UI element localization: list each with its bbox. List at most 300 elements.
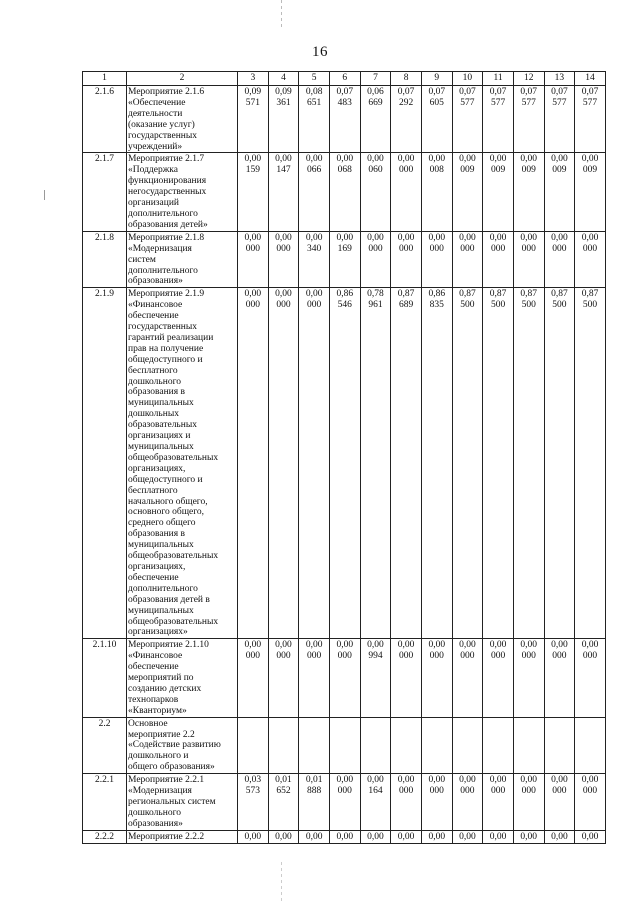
row-name-line: образования детей в	[128, 594, 210, 605]
scan-edge-mark-left	[44, 190, 45, 200]
value-part: 0,00	[489, 775, 507, 786]
value-cell	[238, 717, 269, 774]
row-name-line: прав на получение	[128, 343, 204, 354]
value-cell	[268, 830, 299, 843]
value-part: 0,78	[367, 289, 384, 300]
value-part: 669	[368, 97, 383, 108]
value-part: 000	[307, 300, 322, 311]
value-part: 0,00	[397, 232, 415, 243]
value-part: 0,07	[489, 87, 507, 97]
value-part: 0,00	[336, 232, 354, 243]
value-cell	[452, 231, 483, 288]
row-name-line: Мероприятие 2.1.6	[128, 87, 205, 97]
value-part: 0,00	[336, 154, 354, 165]
value-cell	[544, 639, 575, 717]
value-cell	[421, 153, 452, 231]
row-name-line: функционирования	[128, 176, 207, 187]
row-name-line: «Модернизация	[128, 243, 192, 254]
value-part: 0,00	[244, 831, 262, 842]
value-part: 000	[245, 300, 260, 311]
column-header: 14	[575, 72, 606, 86]
value-part: 0,00	[367, 640, 384, 651]
table-row	[83, 717, 606, 774]
table-row	[83, 86, 606, 153]
value-part: 0,00	[244, 640, 262, 651]
row-name-line: муниципальных	[128, 398, 194, 409]
value-part: 0,00	[581, 154, 599, 165]
value-cell	[391, 774, 422, 831]
row-name-line: обеспечение	[128, 572, 179, 583]
value-part: 0,00	[275, 154, 292, 165]
page-number: 16	[312, 44, 328, 60]
value-cell	[483, 774, 514, 831]
row-name-line: «Кванториум»	[128, 705, 187, 716]
value-part: 605	[429, 97, 444, 108]
value-part: 0,00	[520, 831, 538, 842]
row-name-line: (оказание услуг)	[128, 119, 195, 130]
value-cell	[544, 86, 575, 153]
scan-edge-mark-bottom	[281, 862, 282, 902]
value-part: 000	[276, 300, 291, 311]
table-row	[83, 639, 606, 717]
value-cell	[360, 231, 391, 288]
value-cell	[575, 639, 606, 717]
value-part: 577	[552, 97, 567, 108]
value-part: 361	[276, 97, 291, 108]
value-cell	[391, 830, 422, 843]
row-name-line: Мероприятие 2.1.10	[128, 640, 209, 651]
row-name-line: общеобразовательных	[128, 616, 219, 627]
row-name-line: муниципальных	[128, 540, 194, 551]
column-header: 8	[391, 72, 422, 86]
value-part: 0,00	[428, 232, 446, 243]
value-cell	[238, 231, 269, 288]
value-part: 009	[552, 165, 567, 176]
column-header: 5	[299, 72, 330, 86]
value-part: 0,00	[581, 232, 599, 243]
value-part: 0,00	[428, 831, 446, 842]
value-cell	[329, 639, 360, 717]
value-cell	[299, 288, 330, 639]
value-part: 835	[429, 300, 444, 311]
value-part: 0,09	[275, 87, 292, 97]
value-cell	[268, 639, 299, 717]
row-name-line: образования»	[128, 818, 183, 829]
value-part: 0,00	[397, 640, 415, 651]
value-part: 009	[460, 165, 475, 176]
value-part: 577	[490, 97, 506, 108]
value-part: 0,01	[275, 775, 292, 786]
value-part: 0,00	[367, 775, 384, 786]
value-cell	[575, 231, 606, 288]
table-row	[83, 830, 606, 843]
column-header: 12	[513, 72, 544, 86]
value-part: 577	[460, 97, 475, 108]
value-part: 0,00	[336, 831, 354, 842]
value-part: 0,00	[275, 831, 292, 842]
value-part: 651	[307, 97, 322, 108]
value-part: 0,00	[551, 154, 568, 165]
value-cell	[575, 830, 606, 843]
value-cell	[268, 288, 299, 639]
value-part: 0,00	[581, 640, 599, 651]
value-part: 689	[398, 300, 414, 311]
value-part: 0,00	[520, 640, 538, 651]
value-part: 000	[552, 786, 567, 797]
value-part: 0,00	[428, 640, 446, 651]
value-cell	[238, 288, 269, 639]
value-cell	[238, 86, 269, 153]
row-name	[127, 717, 238, 774]
row-name-line: негосударственных	[128, 187, 207, 198]
value-part: 147	[276, 165, 291, 176]
value-part: 0,00	[489, 831, 507, 842]
value-cell	[513, 774, 544, 831]
row-name-line: государственных	[128, 130, 198, 141]
value-part: 0,00	[397, 154, 415, 165]
row-name	[127, 153, 238, 231]
value-cell	[544, 717, 575, 774]
value-cell	[513, 639, 544, 717]
value-part: 500	[490, 300, 506, 311]
value-cell	[299, 774, 330, 831]
value-cell	[544, 231, 575, 288]
value-part: 500	[521, 300, 536, 311]
value-part: 000	[521, 243, 536, 254]
row-name-line: образования»	[128, 276, 183, 287]
value-cell	[299, 153, 330, 231]
value-part: 000	[398, 165, 414, 176]
value-cell	[575, 717, 606, 774]
value-part: 0,00	[489, 154, 507, 165]
value-cell	[452, 153, 483, 231]
value-cell	[483, 639, 514, 717]
value-part: 0,07	[551, 87, 568, 97]
row-name-line: дошкольных	[128, 409, 179, 420]
column-header: 13	[544, 72, 575, 86]
row-code: 2.1.8	[83, 231, 127, 288]
value-part: 573	[245, 786, 260, 797]
value-part: 0,07	[520, 87, 538, 97]
row-name-line: Мероприятие 2.2.2	[128, 831, 205, 842]
row-name-line: образования в	[128, 529, 185, 540]
row-name-line: государственных	[128, 322, 198, 333]
row-name-line: организациях,	[128, 463, 186, 474]
value-part: 0,00	[397, 831, 415, 842]
row-name-line: систем	[128, 254, 156, 265]
value-part: 0,00	[397, 775, 415, 786]
row-name-line: созданию детских	[128, 683, 202, 694]
value-part: 0,00	[520, 775, 538, 786]
value-cell	[513, 231, 544, 288]
row-name-line: «Обеспечение	[128, 97, 186, 108]
row-name-line: общеобразовательных	[128, 452, 219, 463]
row-name-line: обеспечение	[128, 311, 179, 322]
value-cell	[329, 231, 360, 288]
row-code: 2.1.9	[83, 288, 127, 639]
value-part: 169	[337, 243, 352, 254]
value-cell	[483, 153, 514, 231]
value-cell	[421, 717, 452, 774]
row-name	[127, 639, 238, 717]
value-cell	[513, 717, 544, 774]
value-part: 500	[460, 300, 475, 311]
table-body	[83, 72, 606, 844]
value-part: 0,00	[520, 232, 538, 243]
value-part: 0,00	[275, 289, 292, 300]
value-part: 0,09	[244, 87, 262, 97]
row-name	[127, 86, 238, 153]
row-code: 2.1.7	[83, 153, 127, 231]
row-name-line: основного общего,	[128, 507, 205, 518]
value-part: 000	[398, 651, 414, 662]
value-cell	[360, 288, 391, 639]
value-cell	[360, 153, 391, 231]
row-name-line: учреждений»	[128, 141, 183, 152]
row-name-line: бесплатного	[128, 365, 178, 376]
value-part: 0,00	[305, 289, 323, 300]
value-cell	[421, 231, 452, 288]
value-part: 0,00	[551, 831, 568, 842]
value-part: 009	[521, 165, 536, 176]
value-part: 961	[368, 300, 383, 311]
value-part: 0,00	[551, 232, 568, 243]
row-name-line: «Финансовое	[128, 300, 183, 311]
table-header-row	[83, 72, 606, 86]
value-part: 0,00	[459, 154, 476, 165]
row-name-line: общедоступного и	[128, 474, 203, 485]
value-part: 571	[245, 97, 260, 108]
row-name-line: организациях»	[128, 627, 188, 638]
row-name-line: муниципальных	[128, 442, 194, 452]
row-name-line: дошкольного	[128, 376, 181, 387]
value-cell	[268, 153, 299, 231]
column-header: 4	[268, 72, 299, 86]
value-cell	[299, 86, 330, 153]
value-part: 066	[307, 165, 322, 176]
value-cell	[299, 639, 330, 717]
value-cell	[483, 231, 514, 288]
value-cell	[268, 86, 299, 153]
value-cell	[483, 717, 514, 774]
value-part: 000	[582, 651, 598, 662]
value-part: 0,00	[459, 232, 476, 243]
row-name	[127, 231, 238, 288]
value-part: 0,00	[305, 154, 323, 165]
value-cell	[329, 86, 360, 153]
value-part: 0,07	[397, 87, 415, 97]
value-part: 0,86	[428, 289, 446, 300]
row-name-line: деятельности	[128, 108, 183, 119]
value-cell	[391, 153, 422, 231]
row-code: 2.1.10	[83, 639, 127, 717]
value-part: 000	[429, 243, 444, 254]
value-cell	[421, 830, 452, 843]
column-header: 6	[329, 72, 360, 86]
row-name-line: Основное	[128, 718, 168, 729]
row-name-line: организациях,	[128, 561, 186, 572]
row-name-line: «Финансовое	[128, 651, 183, 662]
value-cell	[329, 717, 360, 774]
value-part: 0,00	[551, 775, 568, 786]
value-part: 0,86	[336, 289, 354, 300]
value-part: 0,00	[428, 154, 446, 165]
value-cell	[421, 86, 452, 153]
value-cell	[421, 288, 452, 639]
table-row	[83, 153, 606, 231]
value-cell	[452, 717, 483, 774]
value-part: 0,00	[275, 640, 292, 651]
value-cell	[329, 774, 360, 831]
value-cell	[360, 717, 391, 774]
value-part: 000	[552, 243, 567, 254]
row-name	[127, 830, 238, 843]
value-part: 000	[276, 243, 291, 254]
value-part: 060	[368, 165, 383, 176]
value-part: 000	[398, 243, 414, 254]
value-part: 0,87	[581, 289, 599, 300]
value-cell	[575, 153, 606, 231]
column-header: 1	[83, 72, 127, 86]
value-part: 0,00	[428, 775, 446, 786]
value-cell	[299, 830, 330, 843]
value-part: 068	[337, 165, 352, 176]
row-name-line: «Содействие развитию	[128, 740, 221, 751]
data-table	[82, 71, 606, 844]
value-part: 0,00	[305, 640, 323, 651]
value-part: 000	[398, 786, 414, 797]
row-name-line: региональных систем	[128, 797, 216, 807]
value-part: 0,07	[336, 87, 354, 97]
value-cell	[238, 774, 269, 831]
row-name-line: образования детей»	[128, 219, 208, 230]
value-part: 0,07	[428, 87, 446, 97]
value-cell	[299, 231, 330, 288]
value-cell	[483, 86, 514, 153]
value-part: 0,87	[397, 289, 415, 300]
value-part: 000	[490, 786, 506, 797]
row-name-line: организаций	[128, 198, 180, 209]
value-part: 0,00	[275, 232, 292, 243]
value-part: 000	[307, 651, 322, 662]
row-name-line: муниципальных	[128, 605, 194, 616]
value-part: 000	[429, 786, 444, 797]
value-part: 0,87	[489, 289, 507, 300]
value-cell	[238, 830, 269, 843]
value-part: 0,00	[244, 289, 262, 300]
value-part: 0,00	[520, 154, 538, 165]
value-part: 0,00	[367, 831, 384, 842]
row-name-line: дополнительного	[128, 583, 198, 594]
value-part: 577	[582, 97, 598, 108]
row-name-line: среднего общего	[128, 518, 196, 529]
column-header: 10	[452, 72, 483, 86]
value-cell	[238, 639, 269, 717]
value-cell	[391, 717, 422, 774]
value-cell	[575, 288, 606, 639]
value-cell	[452, 774, 483, 831]
value-cell	[513, 288, 544, 639]
value-cell	[360, 774, 391, 831]
value-cell	[483, 830, 514, 843]
value-cell	[452, 639, 483, 717]
value-cell	[329, 153, 360, 231]
value-cell	[513, 86, 544, 153]
value-part: 652	[276, 786, 291, 797]
table-row	[83, 774, 606, 831]
row-name-line: начального общего,	[128, 496, 208, 507]
value-part: 000	[582, 786, 598, 797]
row-name-line: Мероприятие 2.1.7	[128, 154, 205, 165]
row-name-line: обеспечение	[128, 662, 179, 673]
value-part: 500	[582, 300, 598, 311]
value-part: 0,07	[581, 87, 599, 97]
row-name	[127, 288, 238, 639]
row-name-line: Мероприятие 2.1.9	[128, 289, 205, 300]
value-cell	[360, 86, 391, 153]
value-cell	[268, 717, 299, 774]
value-cell	[513, 830, 544, 843]
value-part: 000	[460, 243, 475, 254]
value-part: 000	[245, 651, 260, 662]
value-part: 0,00	[336, 640, 354, 651]
value-part: 0,03	[244, 775, 262, 786]
column-header: 7	[360, 72, 391, 86]
value-part: 0,00	[459, 640, 476, 651]
value-part: 000	[460, 651, 475, 662]
column-header: 11	[483, 72, 514, 86]
value-part: 000	[337, 786, 352, 797]
value-part: 0,00	[489, 232, 507, 243]
value-cell	[268, 231, 299, 288]
column-header: 2	[127, 72, 238, 86]
value-cell	[360, 639, 391, 717]
value-part: 000	[490, 651, 506, 662]
value-part: 340	[307, 243, 322, 254]
value-cell	[391, 231, 422, 288]
value-cell	[483, 288, 514, 639]
value-part: 0,00	[459, 775, 476, 786]
row-name-line: Мероприятие 2.2.1	[128, 775, 205, 786]
value-cell	[452, 288, 483, 639]
value-part: 546	[337, 300, 352, 311]
value-part: 000	[490, 243, 506, 254]
row-name-line: мероприятий по	[128, 673, 194, 684]
row-name-line: общего образования»	[128, 762, 215, 773]
value-part: 000	[429, 651, 444, 662]
value-part: 159	[245, 165, 260, 176]
row-code: 2.1.6	[83, 86, 127, 153]
row-name-line: дошкольного и	[128, 751, 189, 762]
value-part: 0,87	[551, 289, 568, 300]
value-cell	[391, 639, 422, 717]
value-part: 500	[552, 300, 567, 311]
value-part: 0,87	[459, 289, 476, 300]
row-name-line: организациях и	[128, 431, 191, 442]
value-part: 000	[582, 243, 598, 254]
value-part: 483	[337, 97, 352, 108]
value-part: 577	[521, 97, 536, 108]
value-part: 0,00	[305, 232, 323, 243]
value-part: 0,00	[489, 640, 507, 651]
row-name-line: дошкольного	[128, 807, 181, 818]
value-part: 000	[521, 651, 536, 662]
row-name-line: «Модернизация	[128, 786, 192, 797]
value-part: 0,08	[305, 87, 323, 97]
value-part: 008	[429, 165, 444, 176]
value-part: 0,00	[305, 831, 323, 842]
value-cell	[268, 774, 299, 831]
